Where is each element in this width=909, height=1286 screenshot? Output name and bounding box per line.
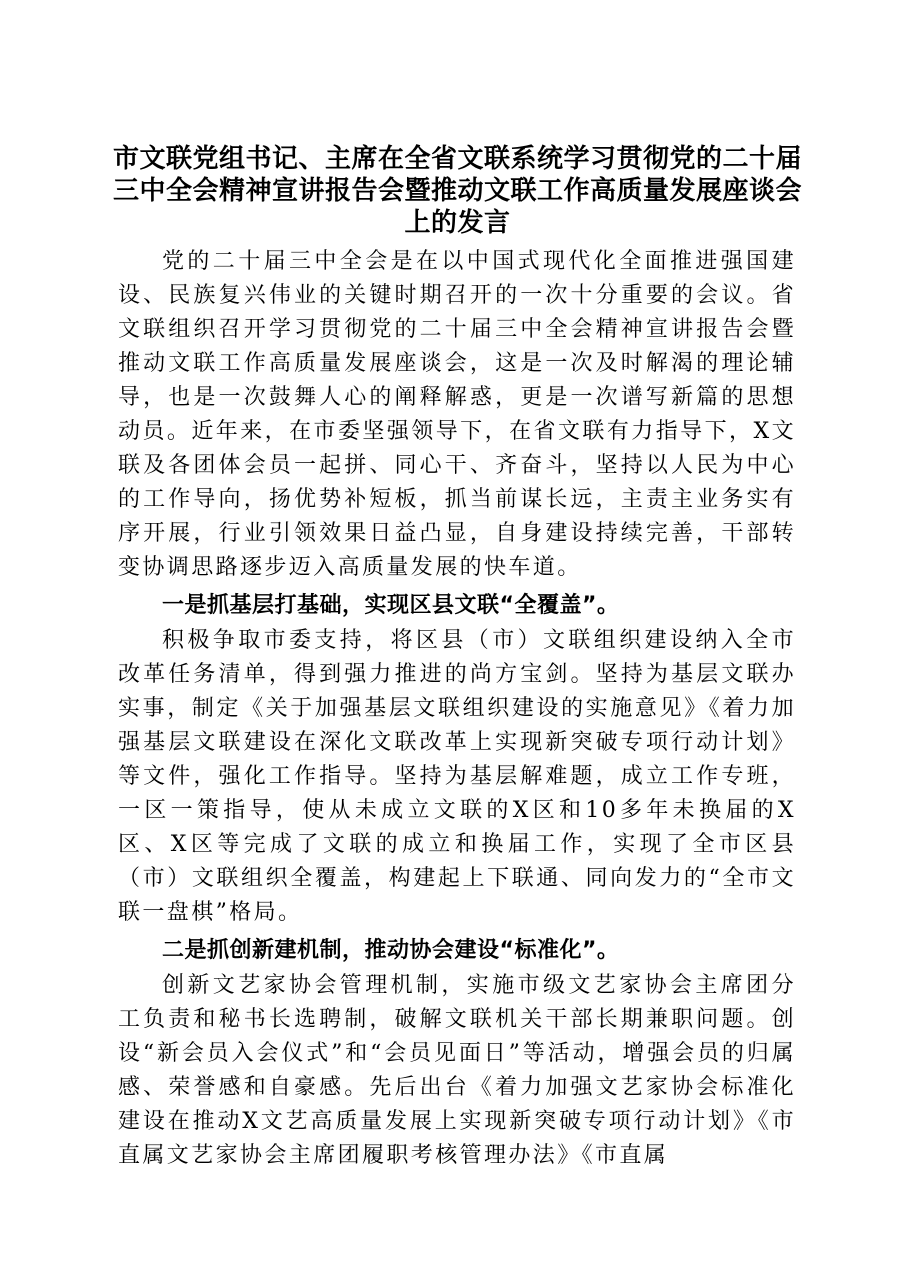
section-heading-2: 二是抓创新建机制，推动协会建设“标准化”。 — [162, 938, 620, 963]
intro-paragraph: 党的二十届三中全会是在以中国式现代化全面推进强国建设、民族复兴伟业的关键时期召开的一次十分重要的会议。省文联组织召开学习贯彻党的二十届三中全会精神宣讲报告会暨推动文联工作高质量发展座谈会，这是一次及时解渴的理论辅导，也是一次鼓舞人心的阐释解惑，更是一次谱写新篇的思想动员。近年来，在市委坚强领导下，在省文联有力指导下，X文联及各团体会员一起拼、同心干、齐奋斗，坚持以人民为中心的工作导向，扬优势补短板，抓当前谋长远，主责主业务实有序开展，行业引领效果日益凸显，自身建设持续完善，干部转变协调思路逐步迈入高质量发展的快车道。 — [118, 249, 796, 580]
document-body — [118, 245, 796, 1173]
section-2-paragraph: 创新文艺家协会管理机制，实施市级文艺家协会主席团分工负责和秘书长选聘制，破解文联机关干部长期兼职问题。创设“新会员入会仪式”和“会员见面日”等活动，增强会员的归属感、荣誉感和自豪感。先后出台《着力加强文艺家协会标准化建设在推动X文艺高质量发展上实现新突破专项行动计划》《市直属文艺家协会主席团履职考核管理办法》《市直属 — [118, 973, 796, 1168]
section-heading-1: 一是抓基层打基础，实现区县文联“全覆盖”。 — [162, 593, 620, 618]
section-1-paragraph: 积极争取市委支持，将区县（市）文联组织建设纳入全市改革任务清单，得到强力推进的尚方宝剑。坚持为基层文联办实事，制定《关于加强基层文联组织建设的实施意见》《着力加强基层文联建设在深化文联改革上实现新突破专项行动计划》等文件，强化工作指导。坚持为基层解难题，成立工作专班，一区一策指导，使从未成立文联的X区和10多年未换届的X区、X区等完成了文联的成立和换届工作，实现了全市区县（市）文联组织全覆盖，构建起上下联通、同向发力的“全市文联一盘棋”格局。 — [118, 628, 796, 925]
document-title: 市文联党组书记、主席在全省文联系统学习贯彻党的二十届三中全会精神宣讲报告会暨推动文联工作高质量发展座谈会上的发言 — [112, 144, 802, 238]
